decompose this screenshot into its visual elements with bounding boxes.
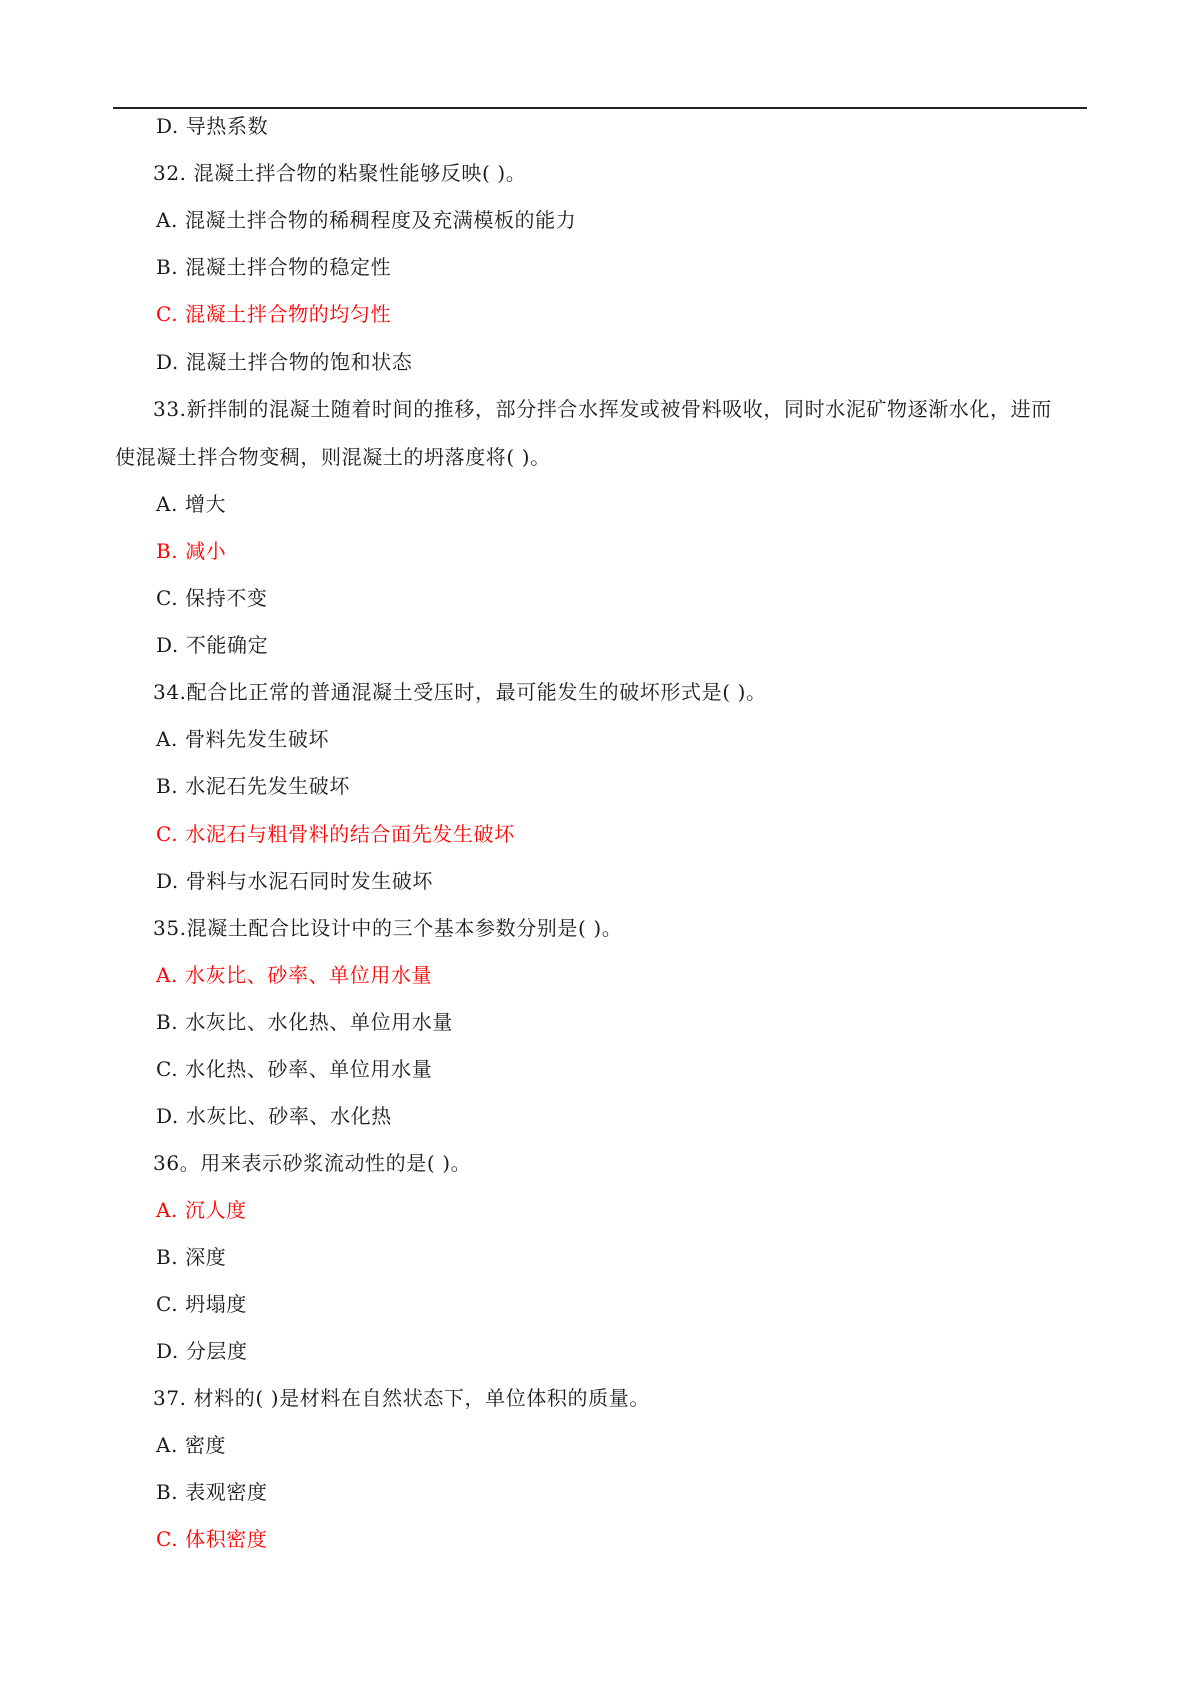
option-line: B. 深度 [156, 1245, 227, 1269]
option-line: B. 水灰比、水化热、单位用水量 [156, 1010, 454, 1034]
option-line: D. 骨料与水泥石同时发生破坏 [156, 869, 434, 893]
question-line: 36。用来表示砂浆流动性的是( )。 [153, 1151, 472, 1175]
option-line: A. 混凝土拌合物的稀稠程度及充满模板的能力 [156, 208, 577, 232]
answer-option-line: A. 水灰比、砂率、单位用水量 [156, 963, 433, 987]
option-line: D. 混凝土拌合物的饱和状态 [156, 350, 413, 374]
option-line: A. 骨料先发生破坏 [156, 727, 330, 751]
option-line: C. 水化热、砂率、单位用水量 [156, 1057, 433, 1081]
option-line: B. 表观密度 [156, 1480, 268, 1504]
question-line: 35.混凝土配合比设计中的三个基本参数分别是( )。 [153, 916, 623, 940]
option-line: D. 不能确定 [156, 633, 269, 657]
header-rule [113, 107, 1087, 109]
option-line: B. 混凝土拌合物的稳定性 [156, 255, 392, 279]
option-line: C. 坍塌度 [156, 1292, 247, 1316]
option-line: D. 分层度 [156, 1339, 248, 1363]
option-line: A. 密度 [156, 1433, 227, 1457]
option-line: D. 水灰比、砂率、水化热 [156, 1104, 392, 1128]
question-line: 使混凝土拌合物变稠，则混凝土的坍落度将( )。 [115, 445, 551, 469]
answer-option-line: B. 减小 [156, 539, 227, 563]
question-line: 34.配合比正常的普通混凝土受压时，最可能发生的破坏形式是( )。 [153, 680, 767, 704]
option-line: B. 水泥石先发生破坏 [156, 774, 351, 798]
option-line: A. 增大 [156, 492, 227, 516]
answer-option-line: A. 沉人度 [156, 1198, 247, 1222]
option-line: D. 导热系数 [156, 114, 269, 138]
question-line: 32. 混凝土拌合物的粘聚性能够反映( )。 [153, 161, 527, 185]
option-line: C. 保持不变 [156, 586, 268, 610]
answer-option-line: C. 水泥石与粗骨料的结合面先发生破坏 [156, 822, 515, 846]
question-line: 37. 材料的( )是材料在自然状态下，单位体积的质量。 [153, 1386, 650, 1410]
answer-option-line: C. 混凝土拌合物的均匀性 [156, 302, 392, 326]
answer-option-line: C. 体积密度 [156, 1527, 268, 1551]
question-line: 33.新拌制的混凝土随着时间的推移，部分拌合水挥发或被骨料吸收，同时水泥矿物逐渐水化，进而 [153, 397, 1052, 421]
